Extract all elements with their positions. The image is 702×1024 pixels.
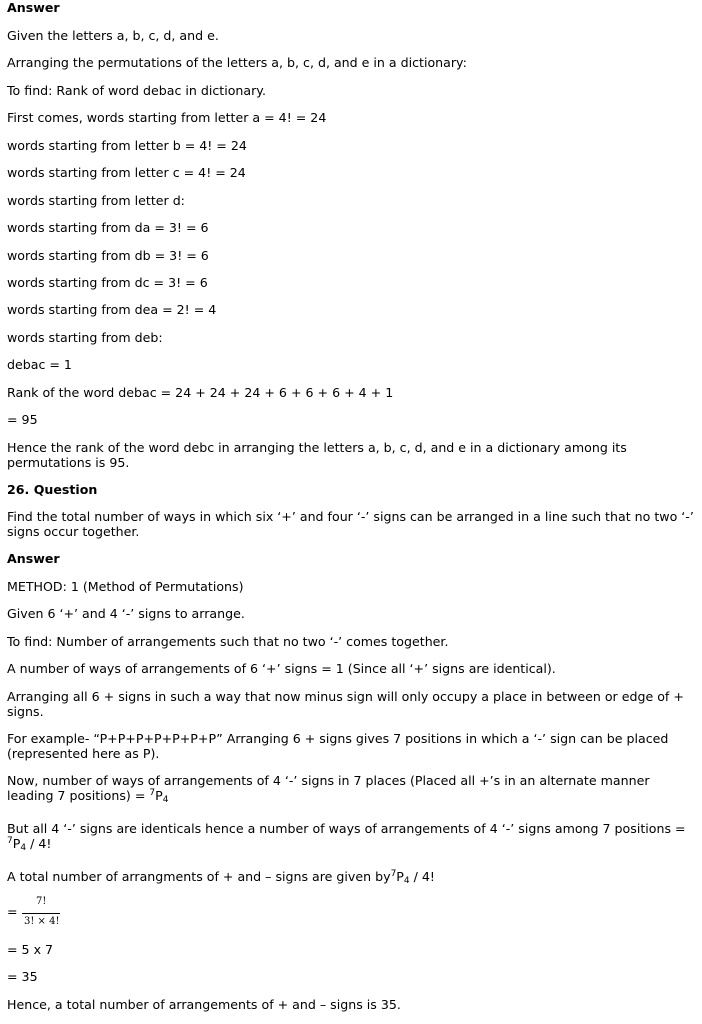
text-line: words starting from dea = 2! = 4 <box>7 302 217 317</box>
text-line: = 35 <box>7 969 38 984</box>
text-paragraph: Now, number of ways of arrangements of 4 ‘-’ signs in 7 places (Placed all +’s in an alternate manner leading 7 positions) = $^7P_4$ <box>7 773 650 805</box>
fraction-numerator: 7! <box>36 896 47 907</box>
question-heading: 26. Question <box>7 482 98 497</box>
text-line: words starting from letter b = 4! = 24 <box>7 138 247 153</box>
answer-heading: Answer <box>7 551 60 566</box>
text-line: First comes, words starting from letter a = 4! = 24 <box>7 110 327 125</box>
text-line: METHOD: 1 (Method of Permutations) <box>7 579 244 594</box>
text-line: words starting from da = 3! = 6 <box>7 220 209 235</box>
text-line: A total number of arrangments of + and – signs are given $by^7P_4 / 4$! <box>7 869 435 886</box>
text-line: debac = 1 <box>7 357 72 372</box>
text-paragraph: But all 4 ‘-’ signs are identicals hence a number of ways of arrangements of 4 ‘-’ signs among 7 positions = $^7P_4 / 4$! <box>7 821 686 853</box>
text-line: words starting from db = 3! = 6 <box>7 248 209 263</box>
equals-sign: = <box>7 904 18 919</box>
text-line: words starting from letter d: <box>7 193 185 208</box>
text-line: To find: Rank of word debac in dictionary. <box>7 83 266 98</box>
text-line: = 95 <box>7 412 38 427</box>
text-line: words starting from letter c = 4! = 24 <box>7 165 246 180</box>
text-paragraph: Arranging all 6 + signs in such a way that now minus sign will only occupy a place in between or edge of + signs. <box>7 689 684 719</box>
text-line: Hence, a total number of arrangements of + and – signs is 35. <box>7 997 401 1012</box>
text-line: To find: Number of arrangements such that no two ‘-’ comes together. <box>7 634 449 649</box>
fraction-bar <box>22 913 60 914</box>
text-line: A number of ways of arrangements of 6 ‘+’ signs = 1 (Since all ‘+’ signs are identical). <box>7 661 556 676</box>
text-line: Arranging the permutations of the letters a, b, c, d, and e in a dictionary: <box>7 55 467 70</box>
text-line: = 5 x 7 <box>7 942 54 957</box>
text-line: Given 6 ‘+’ and 4 ‘-’ signs to arrange. <box>7 606 245 621</box>
text-paragraph: Hence the rank of the word debc in arranging the letters a, b, c, d, and e in a dictionary among its permutations is 95. <box>7 440 627 470</box>
fraction-denominator: 3! × 4! <box>24 916 60 927</box>
text-paragraph: For example- “P+P+P+P+P+P+P” Arranging 6 + signs gives 7 positions in which a ‘-’ sign can be placed (represented here as P). <box>7 731 669 761</box>
question-text: Find the total number of ways in which six ‘+’ and four ‘-’ signs can be arranged in a line such that no two ‘-’ signs occur together. <box>7 509 694 539</box>
text-line: words starting from dc = 3! = 6 <box>7 275 208 290</box>
text-line: Given the letters a, b, c, d, and e. <box>7 28 219 43</box>
answer-heading: Answer <box>7 0 60 15</box>
text-line: Rank of the word debac = 24 + 24 + 24 + 6 + 6 + 6 + 4 + 1 <box>7 385 394 400</box>
text-line: words starting from deb: <box>7 330 163 345</box>
